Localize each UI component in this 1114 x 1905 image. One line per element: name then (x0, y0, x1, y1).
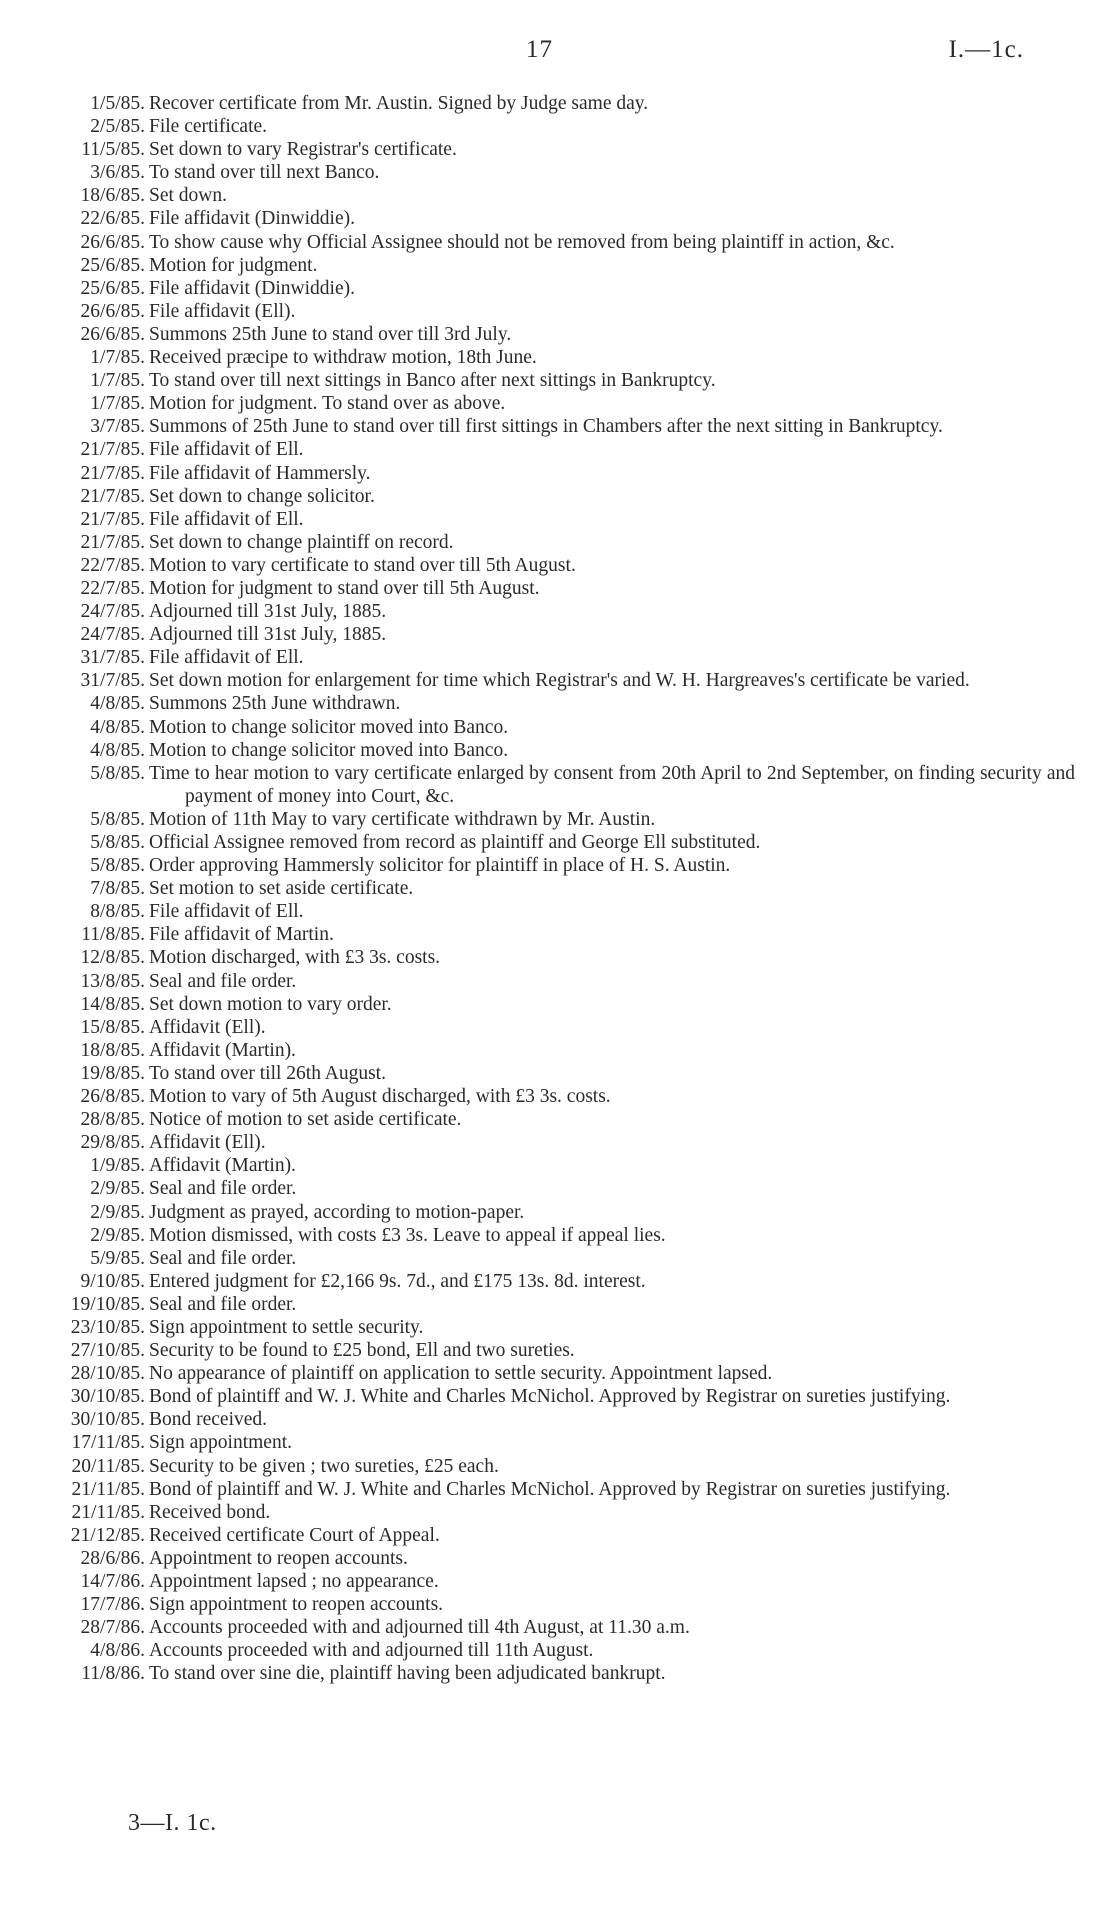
docket-entry (0, 1085, 1114, 1108)
entry-text: File affidavit (Dinwiddie). (149, 277, 355, 299)
docket-entry (0, 623, 1114, 646)
entry-date: 11/8/85. (81, 924, 145, 946)
entry-date: 29/8/85. (80, 1132, 145, 1154)
entry-date: 17/7/86. (80, 1594, 145, 1616)
entry-text: Seal and file order. (149, 1178, 297, 1200)
docket-entry (0, 415, 1114, 438)
entry-text: Time to hear motion to vary certificate enlarged by consent from 20th April to 2nd September, on finding security and payment of money into Court, &c. (149, 762, 1075, 807)
entry-text: Entered judgment for £2,166 9s. 7d., and £175 13s. 8d. interest. (149, 1270, 646, 1292)
entry-text: Motion discharged, with £3 3s. costs. (149, 947, 441, 969)
entry-text: Affidavit (Ell). (149, 1132, 266, 1154)
entry-date: 18/6/85. (80, 185, 145, 207)
entry-text: Received bond. (149, 1501, 271, 1523)
entry-date: 30/10/85. (70, 1409, 145, 1431)
entry-text: To stand over till 26th August. (149, 1062, 386, 1084)
entry-date: 4/8/86. (90, 1640, 145, 1662)
entry-date: 2/5/85. (90, 116, 145, 138)
entry-date: 2/9/85. (90, 1178, 145, 1200)
entry-date: 21/7/85. (80, 485, 145, 507)
entry-date: 22/7/85. (80, 577, 145, 599)
entry-date: 5/8/85. (90, 808, 145, 830)
docket-entry (0, 554, 1114, 577)
entry-date: 1/5/85. (90, 93, 145, 114)
entry-date: 17/11/85. (71, 1432, 145, 1454)
entry-date: 11/5/85. (81, 139, 145, 161)
entry-date: 18/8/85. (80, 1039, 145, 1061)
docket-entry (0, 392, 1114, 415)
entry-date: 5/8/85. (90, 855, 145, 877)
entry-date: 21/11/85. (71, 1478, 145, 1500)
docket-entry (0, 369, 1114, 392)
entry-date: 19/8/85. (80, 1062, 145, 1084)
entry-text: Motion to change solicitor moved into Banco. (149, 716, 509, 738)
entry-text: To show cause why Official Assignee should not be removed from being plaintiff in action, &c. (149, 231, 895, 253)
entry-date: 5/9/85. (90, 1247, 145, 1269)
entry-date: 2/9/85. (90, 1201, 145, 1223)
entry-text: Summons of 25th June to stand over till first sittings in Chambers after the next sitting in Bankruptcy. (149, 416, 943, 438)
docket-entry (0, 508, 1114, 531)
docket-entry (0, 1385, 1114, 1408)
entry-date: 12/8/85. (80, 947, 145, 969)
docket-entry (0, 1408, 1114, 1431)
docket-entry (0, 946, 1114, 969)
docket-entry (0, 323, 1114, 346)
docket-entry (0, 1431, 1114, 1454)
docket-entry (0, 1177, 1114, 1200)
entry-text: Received certificate Court of Appeal. (149, 1524, 440, 1546)
entry-text: Bond received. (149, 1409, 268, 1431)
entry-date: 31/7/85. (80, 647, 145, 669)
docket-entry (0, 900, 1114, 923)
docket-entry (0, 184, 1114, 207)
entry-text: Motion of 11th May to vary certificate withdrawn by Mr. Austin. (149, 808, 656, 830)
entry-date: 24/7/85. (80, 601, 145, 623)
docket-entry (0, 577, 1114, 600)
docket-entry (0, 1224, 1114, 1247)
entry-text: Judgment as prayed, according to motion-paper. (149, 1201, 525, 1223)
entry-text: No appearance of plaintiff on application to settle security. Appointment lapsed. (149, 1363, 773, 1385)
docket-entry (0, 462, 1114, 485)
entry-text: Motion dismissed, with costs £3 3s. Leave to appeal if appeal lies. (149, 1224, 666, 1246)
entry-date: 28/6/86. (80, 1547, 145, 1569)
docket-entry (0, 485, 1114, 508)
docket-entry (0, 600, 1114, 623)
entry-date: 24/7/85. (80, 624, 145, 646)
entry-date: 28/7/86. (80, 1617, 145, 1639)
page-number: 17 (526, 36, 553, 63)
docket-entry (0, 1201, 1114, 1224)
entry-text: Set down motion for enlargement for time which Registrar's and W. H. Hargreaves's certificate be varied. (149, 670, 970, 692)
entry-text: Seal and file order. (149, 970, 297, 992)
entry-date: 28/8/85. (80, 1109, 145, 1131)
docket-entry (0, 1662, 1114, 1685)
entry-date: 8/8/85. (90, 901, 145, 923)
docket-entry (0, 1501, 1114, 1524)
entry-text: Seal and file order. (149, 1293, 297, 1315)
docket-entry (0, 993, 1114, 1016)
entry-text: File affidavit of Ell. (149, 439, 304, 461)
entry-text: To stand over till next sittings in Banco after next sittings in Bankruptcy. (149, 370, 716, 392)
docket-entry (0, 207, 1114, 230)
docket-entry (0, 831, 1114, 854)
docket-entry (0, 1639, 1114, 1662)
entry-text: File affidavit of Ell. (149, 901, 304, 923)
docket-entries (0, 92, 1114, 1685)
entry-text: File affidavit (Dinwiddie). (149, 208, 355, 230)
docket-entry (0, 1455, 1114, 1478)
docket-entry (0, 92, 1114, 115)
docket-entry (0, 1339, 1114, 1362)
entry-date: 3/7/85. (90, 416, 145, 438)
entry-date: 14/7/86. (80, 1571, 145, 1592)
entry-date: 21/7/85. (80, 462, 145, 484)
entry-text: Appointment lapsed ; no appearance. (149, 1571, 439, 1592)
docket-entry (0, 669, 1114, 692)
entry-date: 1/7/85. (90, 347, 145, 369)
docket-entry (0, 438, 1114, 461)
docket-entry (0, 1524, 1114, 1547)
entry-text: File affidavit of Ell. (149, 508, 304, 530)
entry-date: 22/6/85. (80, 208, 145, 230)
entry-text: File affidavit of Martin. (149, 924, 334, 946)
entry-date: 7/8/85. (90, 878, 145, 900)
entry-date: 5/8/85. (90, 762, 145, 784)
entry-text: Bond of plaintiff and W. J. White and Charles McNichol. Approved by Registrar on sureties justifying. (149, 1386, 951, 1408)
entry-text: Set down motion to vary order. (149, 993, 392, 1015)
entry-date: 9/10/85. (80, 1270, 145, 1292)
entry-text: Motion to vary certificate to stand over till 5th August. (149, 554, 576, 576)
entry-date: 25/6/85. (80, 254, 145, 276)
docket-entry (0, 854, 1114, 877)
docket-entry (0, 1062, 1114, 1085)
entry-date: 30/10/85. (70, 1386, 145, 1408)
docket-entry (0, 808, 1114, 831)
entry-date: 26/6/85. (80, 231, 145, 253)
entry-text: File affidavit of Hammersly. (149, 462, 371, 484)
entry-date: 26/8/85. (80, 1086, 145, 1108)
entry-text: Summons 25th June to stand over till 3rd July. (149, 323, 512, 345)
docket-entry (0, 923, 1114, 946)
entry-text: Affidavit (Ell). (149, 1016, 266, 1038)
entry-text: Seal and file order. (149, 1247, 297, 1269)
docket-entry (0, 1570, 1114, 1593)
entry-text: Set motion to set aside certificate. (149, 878, 414, 900)
docket-entry (0, 1016, 1114, 1039)
entry-date: 20/11/85. (71, 1455, 145, 1477)
docket-entry (0, 161, 1114, 184)
entry-date: 22/7/85. (80, 554, 145, 576)
docket-entry (0, 1108, 1114, 1131)
entry-date: 21/7/85. (80, 508, 145, 530)
docket-entry (0, 346, 1114, 369)
docket-entry (0, 1293, 1114, 1316)
entry-text: Adjourned till 31st July, 1885. (149, 601, 387, 623)
entry-date: 1/9/85. (90, 1155, 145, 1177)
footer-signature: 3—I. 1c. (128, 1810, 217, 1836)
docket-entry (0, 1247, 1114, 1270)
entry-text: Sign appointment to reopen accounts. (149, 1594, 444, 1616)
entry-text: Accounts proceeded with and adjourned till 11th August. (149, 1640, 594, 1662)
docket-entry (0, 1131, 1114, 1154)
entry-text: Recover certificate from Mr. Austin. Signed by Judge same day. (149, 93, 649, 114)
entry-date: 14/8/85. (80, 993, 145, 1015)
entry-date: 11/8/86. (81, 1663, 145, 1685)
entry-date: 21/12/85. (70, 1524, 145, 1546)
entry-text: Official Assignee removed from record as plaintiff and George Ell substituted. (149, 832, 761, 853)
entry-date: 2/9/85. (90, 1224, 145, 1246)
docket-entry (0, 1593, 1114, 1616)
entry-text: Set down to vary Registrar's certificate. (149, 139, 457, 161)
entry-text: File affidavit of Ell. (149, 647, 304, 669)
docket-entry (0, 1270, 1114, 1293)
entry-date: 26/6/85. (80, 323, 145, 345)
docket-entry (0, 1362, 1114, 1385)
entry-text: Set down to change solicitor. (149, 485, 375, 507)
docket-entry (0, 1039, 1114, 1062)
entry-text: Received præcipe to withdraw motion, 18th June. (149, 347, 537, 369)
entry-text: File affidavit (Ell). (149, 300, 296, 322)
entry-text: Affidavit (Martin). (149, 1155, 296, 1177)
entry-text: Motion to change solicitor moved into Banco. (149, 739, 509, 761)
entry-text: To stand over till next Banco. (149, 162, 380, 184)
docket-entry (0, 970, 1114, 993)
entry-date: 28/10/85. (70, 1363, 145, 1385)
entry-text: Bond of plaintiff and W. J. White and Charles McNichol. Approved by Registrar on sureties justifying. (149, 1478, 951, 1500)
page-header (0, 30, 1114, 70)
entry-text: Affidavit (Martin). (149, 1039, 296, 1061)
entry-date: 23/10/85. (70, 1316, 145, 1338)
docket-entry (0, 692, 1114, 715)
entry-text: Set down to change plaintiff on record. (149, 531, 454, 553)
entry-text: Accounts proceeded with and adjourned till 4th August, at 11.30 a.m. (149, 1617, 690, 1639)
entry-date: 19/10/85. (70, 1293, 145, 1315)
entry-text: Security to be found to £25 bond, Ell and two sureties. (149, 1340, 575, 1362)
entry-date: 1/7/85. (90, 393, 145, 415)
docket-entry (0, 231, 1114, 254)
docket-entry (0, 1616, 1114, 1639)
entry-text: Motion for judgment. (149, 254, 318, 276)
entry-date: 3/6/85. (90, 162, 145, 184)
entry-text: Sign appointment. (149, 1432, 292, 1454)
entry-date: 4/8/85. (90, 716, 145, 738)
docket-entry (0, 138, 1114, 161)
entry-text: Motion for judgment. To stand over as above. (149, 393, 506, 415)
entry-text: Order approving Hammersly solicitor for plaintiff in place of H. S. Austin. (149, 855, 731, 877)
entry-text: File certificate. (149, 116, 268, 138)
docket-entry (0, 1154, 1114, 1177)
entry-text: Motion to vary of 5th August discharged, with £3 3s. costs. (149, 1086, 611, 1108)
entry-text: Set down. (149, 185, 227, 207)
entry-text: Motion for judgment to stand over till 5th August. (149, 577, 540, 599)
entry-date: 27/10/85. (70, 1340, 145, 1362)
docket-entry (0, 277, 1114, 300)
entry-date: 1/7/85. (90, 370, 145, 392)
entry-text: Notice of motion to set aside certificate. (149, 1109, 462, 1131)
entry-text: Security to be given ; two sureties, £25 each. (149, 1455, 499, 1477)
docket-entry (0, 115, 1114, 138)
docket-entry (0, 1547, 1114, 1570)
entry-date: 5/8/85. (90, 832, 145, 853)
docket-entry (0, 877, 1114, 900)
entry-date: 21/11/85. (71, 1501, 145, 1523)
entry-text: To stand over sine die, plaintiff having been adjudicated bankrupt. (149, 1663, 666, 1685)
docket-entry (0, 716, 1114, 739)
docket-entry (0, 739, 1114, 762)
entry-date: 21/7/85. (80, 531, 145, 553)
docket-entry (0, 1478, 1114, 1501)
entry-date: 25/6/85. (80, 277, 145, 299)
docket-entry (0, 300, 1114, 323)
entry-text: Summons 25th June withdrawn. (149, 693, 401, 715)
entry-text: Adjourned till 31st July, 1885. (149, 624, 387, 646)
entry-date: 13/8/85. (80, 970, 145, 992)
entry-date: 4/8/85. (90, 739, 145, 761)
entry-date: 31/7/85. (80, 670, 145, 692)
entry-date: 21/7/85. (80, 439, 145, 461)
entry-text: Sign appointment to settle security. (149, 1316, 424, 1338)
entry-text: Appointment to reopen accounts. (149, 1547, 408, 1569)
docket-entry (0, 1316, 1114, 1339)
page-reference: I.—1c. (948, 36, 1024, 63)
docket-entry (0, 531, 1114, 554)
docket-entry (0, 254, 1114, 277)
entry-date: 26/6/85. (80, 300, 145, 322)
docket-entry (0, 646, 1114, 669)
entry-date: 15/8/85. (80, 1016, 145, 1038)
entry-date: 4/8/85. (90, 693, 145, 715)
docket-entry (0, 762, 1114, 808)
